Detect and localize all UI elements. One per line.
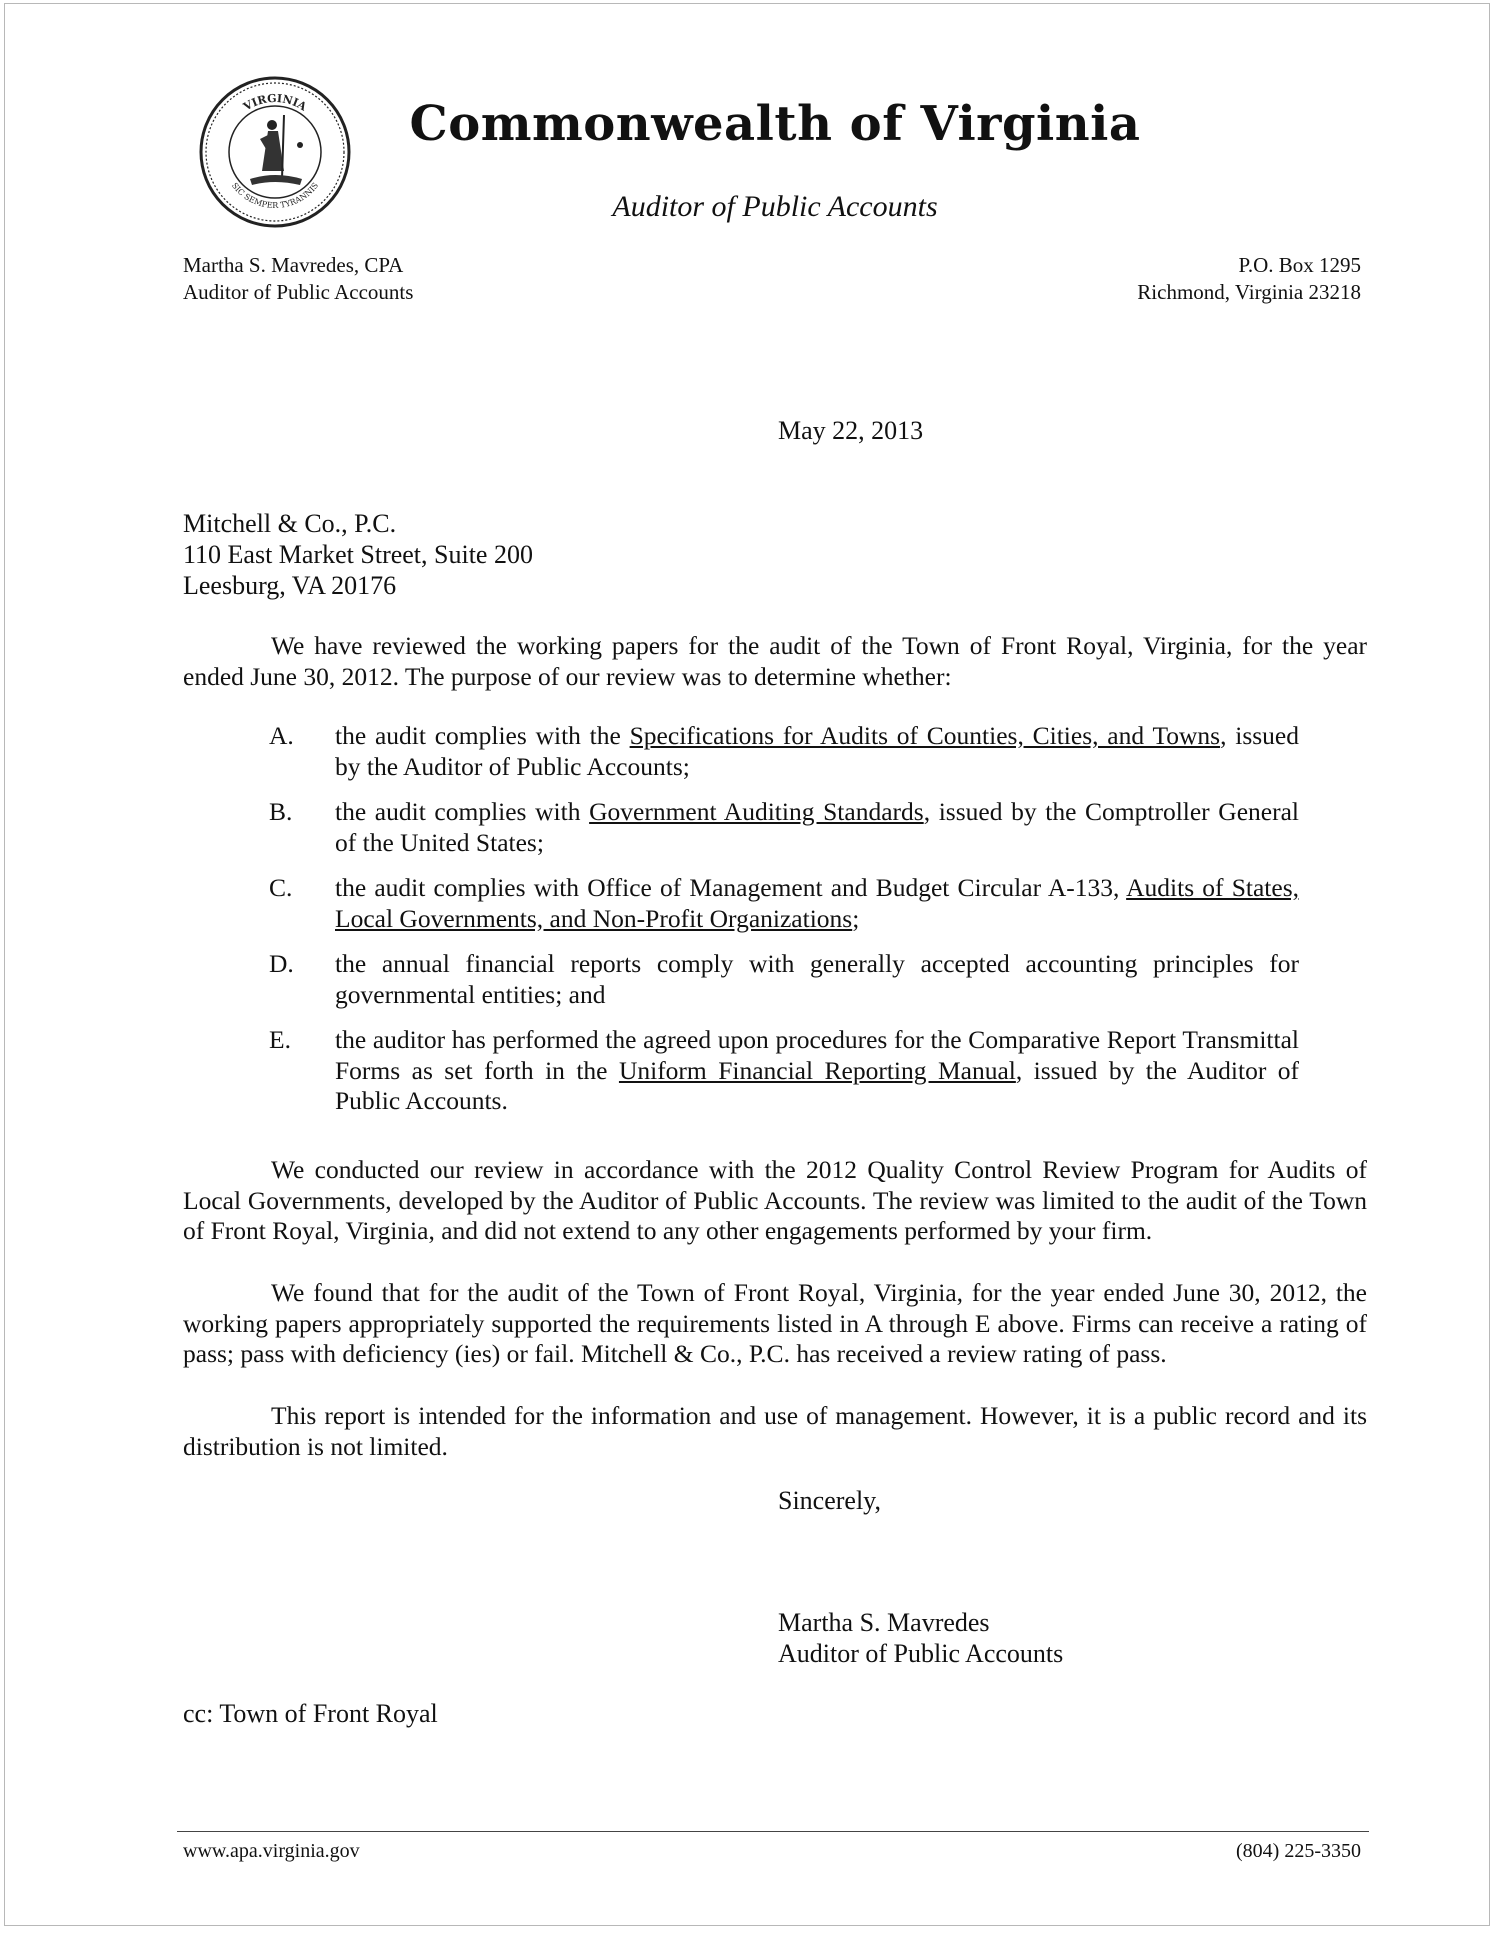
signature-name: Martha S. Mavredes: [778, 1608, 990, 1637]
recipient-line3: Leesburg, VA 20176: [183, 571, 397, 600]
signature-block: [778, 1607, 1063, 1669]
footer-divider: [177, 1831, 1369, 1832]
document-title-reference: Uniform Financial Reporting Manual: [618, 1055, 1016, 1085]
distribution-paragraph: This report is intended for the information and use of management. However, it is a public record and its distribution is not limited.: [183, 1401, 1367, 1461]
list-item-letter: B.: [269, 797, 293, 826]
footer-phone: (804) 225-3350: [1236, 1840, 1361, 1862]
recipient-address: [183, 508, 533, 601]
list-item: A. the audit complies with the Specifications for Audits of Counties, Cities, and Towns, issued by the Auditor of Public Accounts;: [269, 721, 1299, 781]
svg-text:VIRGINIA: VIRGINIA: [241, 91, 309, 114]
list-item: D. the annual financial reports comply with generally accepted accounting principles for governmental entities; and: [269, 949, 1299, 1009]
closing-salutation: Sincerely,: [778, 1486, 881, 1515]
signature-title: Auditor of Public Accounts: [778, 1639, 1064, 1668]
letterhead-title: Commonwealth of Virginia: [409, 96, 1141, 152]
letter-date: May 22, 2013: [778, 416, 924, 445]
sender-address-block: [1137, 252, 1361, 306]
list-item: E. the auditor has performed the agreed upon procedures for the Comparative Report Transmittal Forms as set forth in the Uniform Financial Reporting Manual, issued by the Auditor of Public Accounts.: [269, 1025, 1299, 1115]
list-item: C. the audit complies with Office of Management and Budget Circular A-133, Audits of States, Local Governments, and Non-Profit Organizations;: [269, 873, 1299, 933]
document-title-reference: Specifications for Audits of Counties, Cities, and Towns: [629, 721, 1221, 750]
recipient-line1: Mitchell & Co., P.C.: [183, 509, 397, 538]
document-title-reference: Government Auditing Standards: [589, 797, 924, 826]
sender-block: [183, 252, 413, 306]
list-item-letter: E.: [269, 1025, 291, 1054]
sender-address-line1: P.O. Box 1295: [1238, 253, 1361, 277]
list-item: B. the audit complies with Government Auditing Standards, issued by the Comptroller General of the United States;: [269, 797, 1300, 857]
list-item-letter: A.: [269, 721, 294, 750]
intro-paragraph: We have reviewed the working papers for the audit of the Town of Front Royal, Virginia, for the year ended June 30, 2012. The purpose of our review was to determine whether:: [183, 631, 1367, 691]
review-scope-paragraph: We conducted our review in accordance with the 2012 Quality Control Review Program for Audits of Local Governments, developed by the Auditor of Public Accounts. The review was limited to the audit of the Town of Front Royal, Virginia, and did not extend to any other engagements performed by your firm.: [183, 1155, 1367, 1245]
findings-paragraph: We found that for the audit of the Town of Front Royal, Virginia, for the year ended June 30, 2012, the working papers appropriately supported the requirements listed in A through E above. Firms can receive a rating of pass; pass with deficiency (ies) or fail. Mitchell & Co., P.C. has received a review rating of pass.: [183, 1278, 1367, 1368]
sender-name: Martha S. Mavredes, CPA: [183, 253, 404, 277]
recipient-line2: 110 East Market Street, Suite 200: [183, 540, 533, 569]
list-item-letter: D.: [269, 949, 294, 978]
review-criteria-list: [269, 721, 1299, 1132]
letterhead-subtitle: Auditor of Public Accounts: [612, 190, 938, 223]
letter-page: [4, 3, 1490, 1926]
footer-website[interactable]: www.apa.virginia.gov: [183, 1840, 360, 1862]
sender-address-line2: Richmond, Virginia 23218: [1137, 280, 1361, 304]
document-title-reference: Audits of States, Local Governments, and Non-Profit Organizations: [335, 873, 1299, 933]
sender-title: Auditor of Public Accounts: [183, 280, 414, 304]
list-item-letter: C.: [269, 873, 293, 902]
svg-text:SIC SEMPER TYRANNIS: SIC SEMPER TYRANNIS: [229, 181, 321, 211]
cc-line: cc: Town of Front Royal: [183, 1699, 438, 1728]
